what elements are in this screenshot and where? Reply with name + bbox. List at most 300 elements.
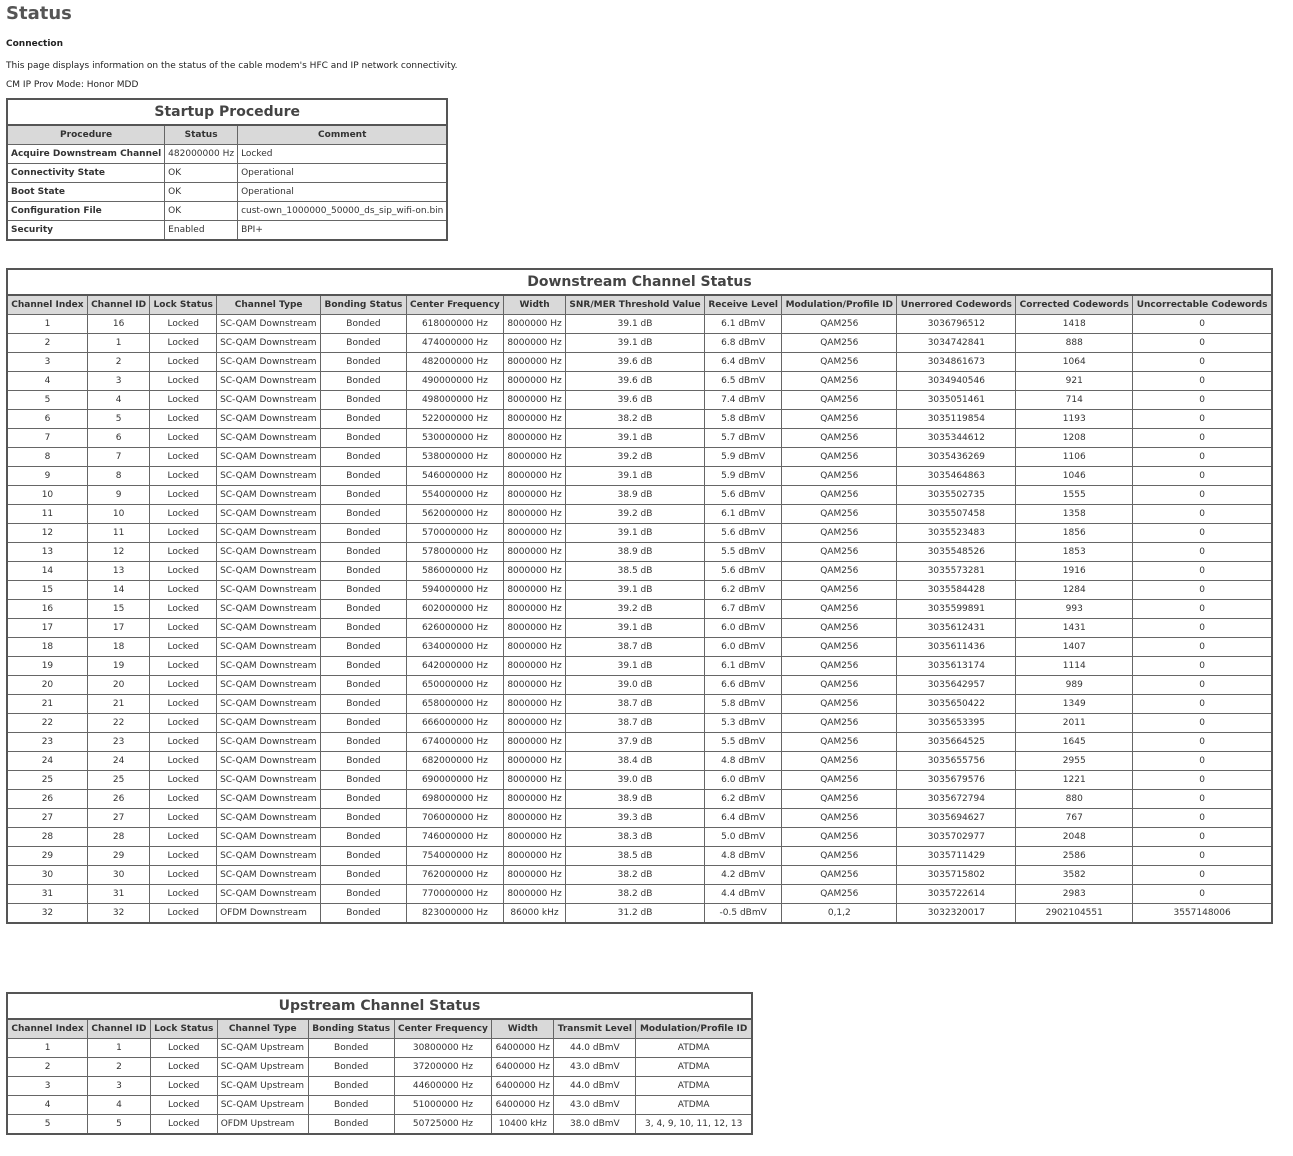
cell-unerrored-codewords: 3035548526 [897, 543, 1016, 562]
cell-center-frequency: 706000000 Hz [406, 809, 503, 828]
cell-width: 6400000 Hz [492, 1096, 554, 1115]
column-header-receive-level: Receive Level [705, 295, 782, 315]
cell-width: 8000000 Hz [504, 486, 566, 505]
cell-channel-index: 8 [7, 448, 87, 467]
cell-modulation-profile-id: 3, 4, 9, 10, 11, 12, 13 [636, 1115, 752, 1135]
cell-width: 6400000 Hz [492, 1077, 554, 1096]
cell-corrected-codewords: 2048 [1016, 828, 1133, 847]
cell-center-frequency: 50725000 Hz [394, 1115, 492, 1135]
cell-channel-index: 30 [7, 866, 87, 885]
cell-lock-status: Locked [150, 771, 217, 790]
cell-channel-id: 5 [88, 1115, 151, 1135]
table-row [7, 429, 1272, 448]
cell-uncorrectable-codewords: 0 [1133, 372, 1272, 391]
cell-unerrored-codewords: 3035344612 [897, 429, 1016, 448]
cell-corrected-codewords: 1358 [1016, 505, 1133, 524]
column-header-channel-id: Channel ID [88, 1019, 151, 1039]
cell-channel-type: SC-QAM Downstream [217, 676, 321, 695]
table-row [7, 334, 1272, 353]
cell-bonding-status: Bonded [308, 1115, 394, 1135]
column-header-snr-mer-threshold-value: SNR/MER Threshold Value [565, 295, 704, 315]
cell-uncorrectable-codewords: 0 [1133, 391, 1272, 410]
cell-uncorrectable-codewords: 0 [1133, 790, 1272, 809]
cell-bonding-status: Bonded [321, 353, 406, 372]
cell-unerrored-codewords: 3035664525 [897, 733, 1016, 752]
cell-lock-status: Locked [150, 695, 217, 714]
table-row [7, 410, 1272, 429]
cell-transmit-level: 38.0 dBmV [554, 1115, 636, 1135]
cell-channel-id: 29 [87, 847, 149, 866]
cell-channel-index: 25 [7, 771, 87, 790]
cell-lock-status: Locked [150, 638, 217, 657]
cell-snr-mer-threshold-value: 38.5 dB [565, 847, 704, 866]
cell-snr-mer-threshold-value: 39.2 dB [565, 505, 704, 524]
cell-snr-mer-threshold-value: 38.9 dB [565, 543, 704, 562]
cell-bonding-status: Bonded [321, 429, 406, 448]
column-header-corrected-codewords: Corrected Codewords [1016, 295, 1133, 315]
cell-bonding-status: Bonded [321, 695, 406, 714]
cell-center-frequency: 482000000 Hz [406, 353, 503, 372]
cell-center-frequency: 666000000 Hz [406, 714, 503, 733]
cell-unerrored-codewords: 3035715802 [897, 866, 1016, 885]
cell-corrected-codewords: 2955 [1016, 752, 1133, 771]
table-row [7, 543, 1272, 562]
cell-width: 8000000 Hz [504, 619, 566, 638]
cell-bonding-status: Bonded [321, 581, 406, 600]
table-row [7, 1096, 752, 1115]
cell-snr-mer-threshold-value: 37.9 dB [565, 733, 704, 752]
cell-lock-status: Locked [150, 904, 217, 924]
cell-channel-index: 19 [7, 657, 87, 676]
cell-corrected-codewords: 1208 [1016, 429, 1133, 448]
table-row [7, 619, 1272, 638]
cell-corrected-codewords: 1555 [1016, 486, 1133, 505]
cell-snr-mer-threshold-value: 39.6 dB [565, 353, 704, 372]
cell-width: 8000000 Hz [504, 657, 566, 676]
cell-channel-id: 10 [87, 505, 149, 524]
cell-unerrored-codewords: 3035599891 [897, 600, 1016, 619]
table-row [7, 221, 447, 241]
cell-channel-id: 24 [87, 752, 149, 771]
cell-snr-mer-threshold-value: 39.2 dB [565, 448, 704, 467]
cell-snr-mer-threshold-value: 39.2 dB [565, 600, 704, 619]
cell-center-frequency: 37200000 Hz [394, 1058, 492, 1077]
cell-bonding-status: Bonded [321, 733, 406, 752]
cell-snr-mer-threshold-value: 38.7 dB [565, 695, 704, 714]
cell-snr-mer-threshold-value: 39.6 dB [565, 391, 704, 410]
cell-lock-status: Locked [150, 1058, 217, 1077]
cell-lock-status: Locked [150, 353, 217, 372]
cell-channel-id: 32 [87, 904, 149, 924]
cell-uncorrectable-codewords: 0 [1133, 410, 1272, 429]
table-row [7, 1039, 752, 1058]
cell-channel-index: 13 [7, 543, 87, 562]
cell-channel-index: 11 [7, 505, 87, 524]
cell-width: 8000000 Hz [504, 790, 566, 809]
cell-unerrored-codewords: 3035464863 [897, 467, 1016, 486]
column-header-channel-index: Channel Index [7, 1019, 88, 1039]
cell-uncorrectable-codewords: 0 [1133, 619, 1272, 638]
cell-uncorrectable-codewords: 0 [1133, 524, 1272, 543]
cell-bonding-status: Bonded [321, 410, 406, 429]
cell-procedure: Connectivity State [7, 164, 165, 183]
cell-channel-index: 32 [7, 904, 87, 924]
status-page [0, 0, 1293, 90]
cell-modulation-profile-id: QAM256 [782, 866, 897, 885]
cell-transmit-level: 43.0 dBmV [554, 1058, 636, 1077]
cell-width: 8000000 Hz [504, 695, 566, 714]
cell-corrected-codewords: 1431 [1016, 619, 1133, 638]
cell-unerrored-codewords: 3035650422 [897, 695, 1016, 714]
cell-channel-index: 23 [7, 733, 87, 752]
cell-center-frequency: 602000000 Hz [406, 600, 503, 619]
cell-channel-id: 20 [87, 676, 149, 695]
cell-lock-status: Locked [150, 334, 217, 353]
cell-lock-status: Locked [150, 676, 217, 695]
table-row [7, 600, 1272, 619]
cell-channel-type: SC-QAM Downstream [217, 695, 321, 714]
cell-modulation-profile-id: QAM256 [782, 562, 897, 581]
cell-channel-type: SC-QAM Downstream [217, 562, 321, 581]
cell-receive-level: 6.6 dBmV [705, 676, 782, 695]
cell-center-frequency: 586000000 Hz [406, 562, 503, 581]
cell-status: OK [165, 202, 238, 221]
table-row [7, 164, 447, 183]
cell-channel-type: SC-QAM Downstream [217, 467, 321, 486]
cell-receive-level: 6.8 dBmV [705, 334, 782, 353]
cell-channel-index: 6 [7, 410, 87, 429]
cell-snr-mer-threshold-value: 39.1 dB [565, 334, 704, 353]
cell-width: 8000000 Hz [504, 562, 566, 581]
cell-center-frequency: 562000000 Hz [406, 505, 503, 524]
cell-modulation-profile-id: QAM256 [782, 733, 897, 752]
cell-modulation-profile-id: ATDMA [636, 1077, 752, 1096]
cell-width: 86000 kHz [504, 904, 566, 924]
cell-channel-type: SC-QAM Upstream [217, 1058, 308, 1077]
cell-lock-status: Locked [150, 657, 217, 676]
column-header-lock-status: Lock Status [150, 1019, 217, 1039]
cell-channel-type: SC-QAM Downstream [217, 847, 321, 866]
cell-channel-id: 1 [88, 1039, 151, 1058]
cell-unerrored-codewords: 3035694627 [897, 809, 1016, 828]
table-row [7, 202, 447, 221]
cell-status: OK [165, 164, 238, 183]
cell-comment: Operational [238, 183, 448, 202]
cell-transmit-level: 43.0 dBmV [554, 1096, 636, 1115]
cell-unerrored-codewords: 3034940546 [897, 372, 1016, 391]
cell-modulation-profile-id: QAM256 [782, 828, 897, 847]
cell-width: 10400 kHz [492, 1115, 554, 1135]
cell-channel-id: 23 [87, 733, 149, 752]
cell-channel-id: 4 [87, 391, 149, 410]
cell-uncorrectable-codewords: 0 [1133, 847, 1272, 866]
cell-channel-index: 5 [7, 1115, 88, 1135]
cell-lock-status: Locked [150, 581, 217, 600]
cell-bonding-status: Bonded [308, 1096, 394, 1115]
cell-snr-mer-threshold-value: 39.1 dB [565, 657, 704, 676]
cell-unerrored-codewords: 3035679576 [897, 771, 1016, 790]
cell-lock-status: Locked [150, 486, 217, 505]
table-row [7, 714, 1272, 733]
prov-mode: CM IP Prov Mode: Honor MDD [6, 80, 139, 90]
cell-channel-id: 11 [87, 524, 149, 543]
cell-channel-id: 28 [87, 828, 149, 847]
cell-bonding-status: Bonded [321, 885, 406, 904]
cell-corrected-codewords: 1046 [1016, 467, 1133, 486]
cell-width: 8000000 Hz [504, 543, 566, 562]
table-row [7, 866, 1272, 885]
cell-modulation-profile-id: QAM256 [782, 600, 897, 619]
cell-unerrored-codewords: 3035722614 [897, 885, 1016, 904]
cell-modulation-profile-id: QAM256 [782, 695, 897, 714]
cell-unerrored-codewords: 3035523483 [897, 524, 1016, 543]
cell-channel-id: 27 [87, 809, 149, 828]
cell-receive-level: 6.1 dBmV [705, 315, 782, 334]
table-row [7, 771, 1272, 790]
cell-unerrored-codewords: 3035653395 [897, 714, 1016, 733]
cell-channel-type: SC-QAM Downstream [217, 429, 321, 448]
cell-center-frequency: 554000000 Hz [406, 486, 503, 505]
cell-channel-id: 15 [87, 600, 149, 619]
cell-unerrored-codewords: 3034742841 [897, 334, 1016, 353]
cell-channel-index: 31 [7, 885, 87, 904]
page-description: This page displays information on the status of the cable modem's HFC and IP network connectivity. [6, 61, 458, 71]
cell-channel-type: SC-QAM Downstream [217, 619, 321, 638]
upstream-channel-title: Upstream Channel Status [7, 993, 752, 1019]
table-row [7, 372, 1272, 391]
cell-bonding-status: Bonded [321, 334, 406, 353]
cell-channel-id: 2 [88, 1058, 151, 1077]
cell-snr-mer-threshold-value: 38.2 dB [565, 410, 704, 429]
cell-modulation-profile-id: QAM256 [782, 410, 897, 429]
cell-channel-type: SC-QAM Downstream [217, 638, 321, 657]
cell-unerrored-codewords: 3035119854 [897, 410, 1016, 429]
cell-receive-level: 5.9 dBmV [705, 448, 782, 467]
table-row [7, 695, 1272, 714]
table-row [7, 467, 1272, 486]
cell-snr-mer-threshold-value: 38.4 dB [565, 752, 704, 771]
column-header-channel-id: Channel ID [87, 295, 149, 315]
cell-corrected-codewords: 1645 [1016, 733, 1133, 752]
cell-modulation-profile-id: QAM256 [782, 543, 897, 562]
cell-center-frequency: 634000000 Hz [406, 638, 503, 657]
cell-width: 8000000 Hz [504, 771, 566, 790]
cell-receive-level: 6.7 dBmV [705, 600, 782, 619]
cell-channel-index: 5 [7, 391, 87, 410]
cell-modulation-profile-id: 0,1,2 [782, 904, 897, 924]
column-header-procedure: Procedure [7, 125, 165, 145]
cell-bonding-status: Bonded [321, 866, 406, 885]
cell-corrected-codewords: 1284 [1016, 581, 1133, 600]
column-header-bonding-status: Bonding Status [321, 295, 406, 315]
cell-bonding-status: Bonded [321, 600, 406, 619]
cell-channel-type: SC-QAM Downstream [217, 733, 321, 752]
cell-corrected-codewords: 921 [1016, 372, 1133, 391]
cell-width: 8000000 Hz [504, 581, 566, 600]
cell-channel-type: OFDM Downstream [217, 904, 321, 924]
table-row [7, 676, 1272, 695]
cell-uncorrectable-codewords: 0 [1133, 638, 1272, 657]
column-header-modulation-profile-id: Modulation/Profile ID [636, 1019, 752, 1039]
cell-status: OK [165, 183, 238, 202]
cell-corrected-codewords: 714 [1016, 391, 1133, 410]
cell-lock-status: Locked [150, 505, 217, 524]
cell-channel-id: 17 [87, 619, 149, 638]
cell-snr-mer-threshold-value: 39.1 dB [565, 524, 704, 543]
cell-center-frequency: 570000000 Hz [406, 524, 503, 543]
cell-comment: Locked [238, 145, 448, 164]
cell-lock-status: Locked [150, 1115, 217, 1135]
cell-corrected-codewords: 989 [1016, 676, 1133, 695]
cell-channel-type: SC-QAM Downstream [217, 391, 321, 410]
cell-uncorrectable-codewords: 0 [1133, 581, 1272, 600]
cell-width: 8000000 Hz [504, 391, 566, 410]
cell-channel-index: 27 [7, 809, 87, 828]
table-row [7, 315, 1272, 334]
cell-channel-index: 21 [7, 695, 87, 714]
cell-channel-type: SC-QAM Downstream [217, 657, 321, 676]
cell-snr-mer-threshold-value: 39.1 dB [565, 581, 704, 600]
table-row [7, 183, 447, 202]
table-row [7, 581, 1272, 600]
cell-lock-status: Locked [150, 448, 217, 467]
cell-width: 8000000 Hz [504, 448, 566, 467]
table-row [7, 1058, 752, 1077]
cell-receive-level: 5.8 dBmV [705, 695, 782, 714]
cell-lock-status: Locked [150, 809, 217, 828]
cell-width: 8000000 Hz [504, 372, 566, 391]
cell-modulation-profile-id: ATDMA [636, 1039, 752, 1058]
cell-center-frequency: 658000000 Hz [406, 695, 503, 714]
column-header-comment: Comment [238, 125, 448, 145]
cell-corrected-codewords: 1193 [1016, 410, 1133, 429]
cell-width: 8000000 Hz [504, 600, 566, 619]
cell-snr-mer-threshold-value: 39.1 dB [565, 467, 704, 486]
cell-unerrored-codewords: 3035611436 [897, 638, 1016, 657]
cell-unerrored-codewords: 3035711429 [897, 847, 1016, 866]
upstream-channel-table [6, 992, 753, 1135]
cell-bonding-status: Bonded [321, 391, 406, 410]
cell-lock-status: Locked [150, 619, 217, 638]
cell-receive-level: 5.0 dBmV [705, 828, 782, 847]
cell-modulation-profile-id: QAM256 [782, 524, 897, 543]
column-header-modulation-profile-id: Modulation/Profile ID [782, 295, 897, 315]
cell-width: 8000000 Hz [504, 866, 566, 885]
cell-corrected-codewords: 1407 [1016, 638, 1133, 657]
cell-corrected-codewords: 2586 [1016, 847, 1133, 866]
cell-channel-type: SC-QAM Downstream [217, 771, 321, 790]
cell-corrected-codewords: 888 [1016, 334, 1133, 353]
cell-modulation-profile-id: QAM256 [782, 619, 897, 638]
cell-channel-id: 6 [87, 429, 149, 448]
cell-uncorrectable-codewords: 0 [1133, 752, 1272, 771]
cell-snr-mer-threshold-value: 38.2 dB [565, 866, 704, 885]
column-header-center-frequency: Center Frequency [406, 295, 503, 315]
cell-lock-status: Locked [150, 847, 217, 866]
cell-bonding-status: Bonded [321, 790, 406, 809]
cell-channel-type: SC-QAM Downstream [217, 315, 321, 334]
cell-lock-status: Locked [150, 1077, 217, 1096]
cell-channel-index: 24 [7, 752, 87, 771]
cell-bonding-status: Bonded [321, 847, 406, 866]
cell-channel-type: SC-QAM Downstream [217, 809, 321, 828]
cell-receive-level: 4.4 dBmV [705, 885, 782, 904]
cell-center-frequency: 30800000 Hz [394, 1039, 492, 1058]
column-header-bonding-status: Bonding Status [308, 1019, 394, 1039]
cell-channel-type: OFDM Upstream [217, 1115, 308, 1135]
cell-procedure: Security [7, 221, 165, 241]
table-row [7, 562, 1272, 581]
cell-bonding-status: Bonded [321, 657, 406, 676]
cell-receive-level: 6.4 dBmV [705, 353, 782, 372]
cell-snr-mer-threshold-value: 38.5 dB [565, 562, 704, 581]
startup-procedure-title: Startup Procedure [7, 99, 447, 125]
cell-corrected-codewords: 1916 [1016, 562, 1133, 581]
cell-center-frequency: 626000000 Hz [406, 619, 503, 638]
cell-center-frequency: 522000000 Hz [406, 410, 503, 429]
cell-channel-type: SC-QAM Upstream [217, 1096, 308, 1115]
cell-channel-id: 21 [87, 695, 149, 714]
cell-channel-id: 3 [87, 372, 149, 391]
cell-modulation-profile-id: QAM256 [782, 505, 897, 524]
table-row [7, 809, 1272, 828]
cell-corrected-codewords: 1064 [1016, 353, 1133, 372]
cell-channel-id: 25 [87, 771, 149, 790]
cell-modulation-profile-id: QAM256 [782, 809, 897, 828]
column-header-width: Width [504, 295, 566, 315]
cell-uncorrectable-codewords: 0 [1133, 448, 1272, 467]
cell-uncorrectable-codewords: 3557148006 [1133, 904, 1272, 924]
cell-width: 8000000 Hz [504, 676, 566, 695]
cell-procedure: Configuration File [7, 202, 165, 221]
cell-width: 8000000 Hz [504, 524, 566, 543]
cell-channel-index: 9 [7, 467, 87, 486]
cell-channel-id: 3 [88, 1077, 151, 1096]
column-header-channel-index: Channel Index [7, 295, 87, 315]
cell-bonding-status: Bonded [321, 809, 406, 828]
cell-channel-type: SC-QAM Downstream [217, 410, 321, 429]
cell-width: 8000000 Hz [504, 885, 566, 904]
cell-modulation-profile-id: QAM256 [782, 657, 897, 676]
cell-channel-type: SC-QAM Downstream [217, 866, 321, 885]
table-row [7, 657, 1272, 676]
cell-width: 8000000 Hz [504, 847, 566, 866]
cell-channel-index: 28 [7, 828, 87, 847]
cell-channel-id: 7 [87, 448, 149, 467]
cell-receive-level: 6.2 dBmV [705, 790, 782, 809]
cell-receive-level: 5.9 dBmV [705, 467, 782, 486]
cell-width: 8000000 Hz [504, 353, 566, 372]
cell-modulation-profile-id: QAM256 [782, 771, 897, 790]
cell-receive-level: 5.5 dBmV [705, 543, 782, 562]
cell-lock-status: Locked [150, 866, 217, 885]
cell-receive-level: 4.8 dBmV [705, 752, 782, 771]
cell-width: 8000000 Hz [504, 733, 566, 752]
column-header-center-frequency: Center Frequency [394, 1019, 492, 1039]
cell-bonding-status: Bonded [321, 771, 406, 790]
cell-bonding-status: Bonded [308, 1058, 394, 1077]
downstream-channel-title: Downstream Channel Status [7, 269, 1272, 295]
cell-channel-index: 18 [7, 638, 87, 657]
cell-snr-mer-threshold-value: 38.2 dB [565, 885, 704, 904]
table-row [7, 486, 1272, 505]
cell-channel-id: 16 [87, 315, 149, 334]
table-row [7, 391, 1272, 410]
cell-receive-level: 6.5 dBmV [705, 372, 782, 391]
cell-snr-mer-threshold-value: 39.0 dB [565, 676, 704, 695]
cell-corrected-codewords: 1221 [1016, 771, 1133, 790]
cell-modulation-profile-id: QAM256 [782, 638, 897, 657]
